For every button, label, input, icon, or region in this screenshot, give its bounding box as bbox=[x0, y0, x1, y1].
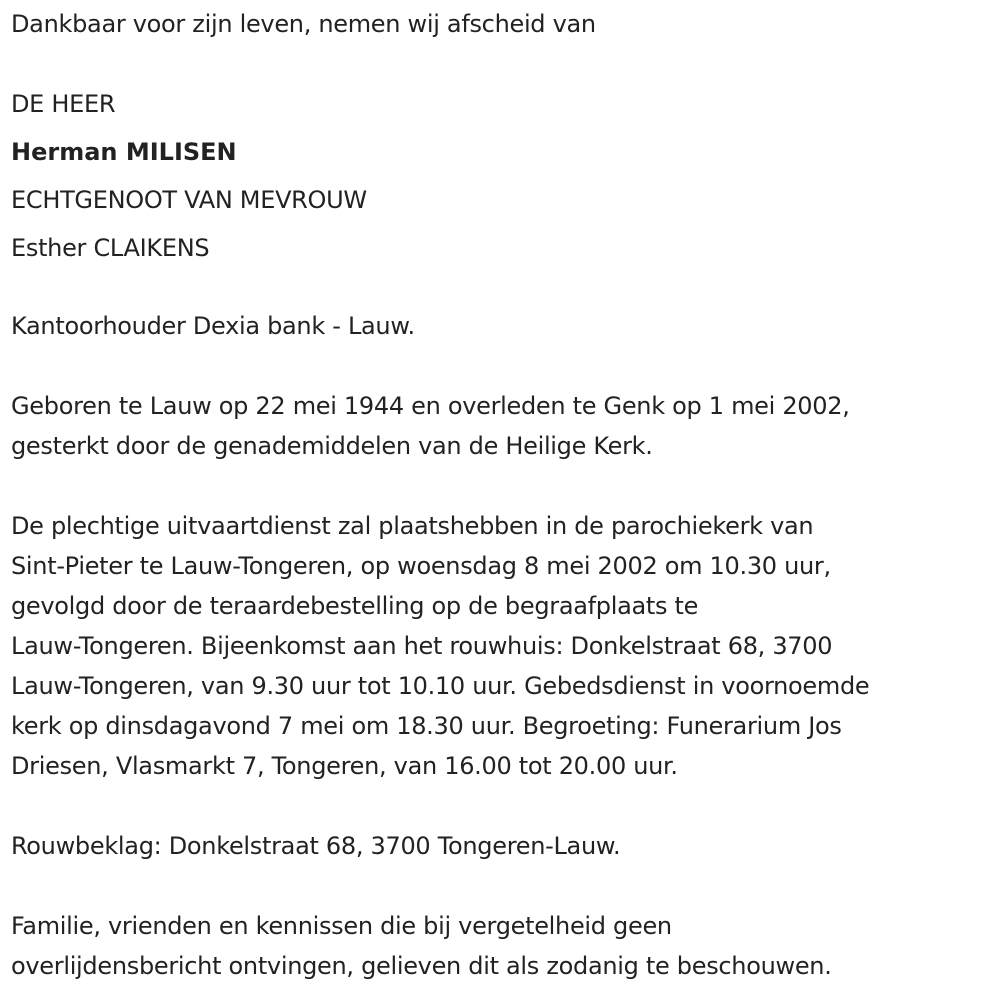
spouse-name: Esther CLAIKENS bbox=[11, 234, 210, 262]
spacer bbox=[11, 346, 996, 386]
deceased-title: DE HEER bbox=[11, 90, 116, 118]
spacer bbox=[11, 272, 996, 306]
paragraph-line: gesterkt door de genademiddelen van de Heilige Kerk. bbox=[11, 432, 653, 460]
paragraph-line: Familie, vrienden en kennissen die bij vergetelheid geen bbox=[11, 912, 672, 940]
paragraph-line: overlijdensbericht ontvingen, gelieven dit als zodanig te beschouwen. bbox=[11, 952, 832, 980]
spacer bbox=[11, 466, 996, 506]
occupation-text: Kantoorhouder Dexia bank - Lauw. bbox=[11, 312, 415, 340]
paragraph-line: Sint-Pieter te Lauw-Tongeren, op woensdag 8 mei 2002 om 10.30 uur, bbox=[11, 552, 831, 580]
paragraph-line: Lauw-Tongeren. Bijeenkomst aan het rouwhuis: Donkelstraat 68, 3700 bbox=[11, 632, 833, 660]
spacer bbox=[11, 866, 996, 906]
condolences-text: Rouwbeklag: Donkelstraat 68, 3700 Tongeren-Lauw. bbox=[11, 832, 621, 860]
deceased-name: Herman MILISEN bbox=[11, 138, 237, 166]
intro-text: Dankbaar voor zijn leven, nemen wij afscheid van bbox=[11, 10, 596, 38]
spouse-label: ECHTGENOOT VAN MEVROUW bbox=[11, 186, 367, 214]
paragraph-line: gevolgd door de teraardebestelling op de begraafplaats te bbox=[11, 592, 699, 620]
spacer bbox=[11, 44, 996, 84]
service-paragraph bbox=[11, 506, 996, 786]
death-notice bbox=[11, 4, 996, 986]
birth-death-paragraph bbox=[11, 386, 996, 466]
paragraph-line: De plechtige uitvaartdienst zal plaatshebben in de parochiekerk van bbox=[11, 512, 814, 540]
paragraph-line: Geboren te Lauw op 22 mei 1944 en overleden te Genk op 1 mei 2002, bbox=[11, 392, 850, 420]
paragraph-line: Lauw-Tongeren, van 9.30 uur tot 10.10 uur. Gebedsdienst in voornoemde bbox=[11, 672, 870, 700]
closing-paragraph bbox=[11, 906, 996, 986]
paragraph-line: kerk op dinsdagavond 7 mei om 18.30 uur. Begroeting: Funerarium Jos bbox=[11, 712, 842, 740]
paragraph-line: Driesen, Vlasmarkt 7, Tongeren, van 16.00 tot 20.00 uur. bbox=[11, 752, 678, 780]
deceased-block bbox=[11, 80, 996, 272]
spacer bbox=[11, 786, 996, 826]
